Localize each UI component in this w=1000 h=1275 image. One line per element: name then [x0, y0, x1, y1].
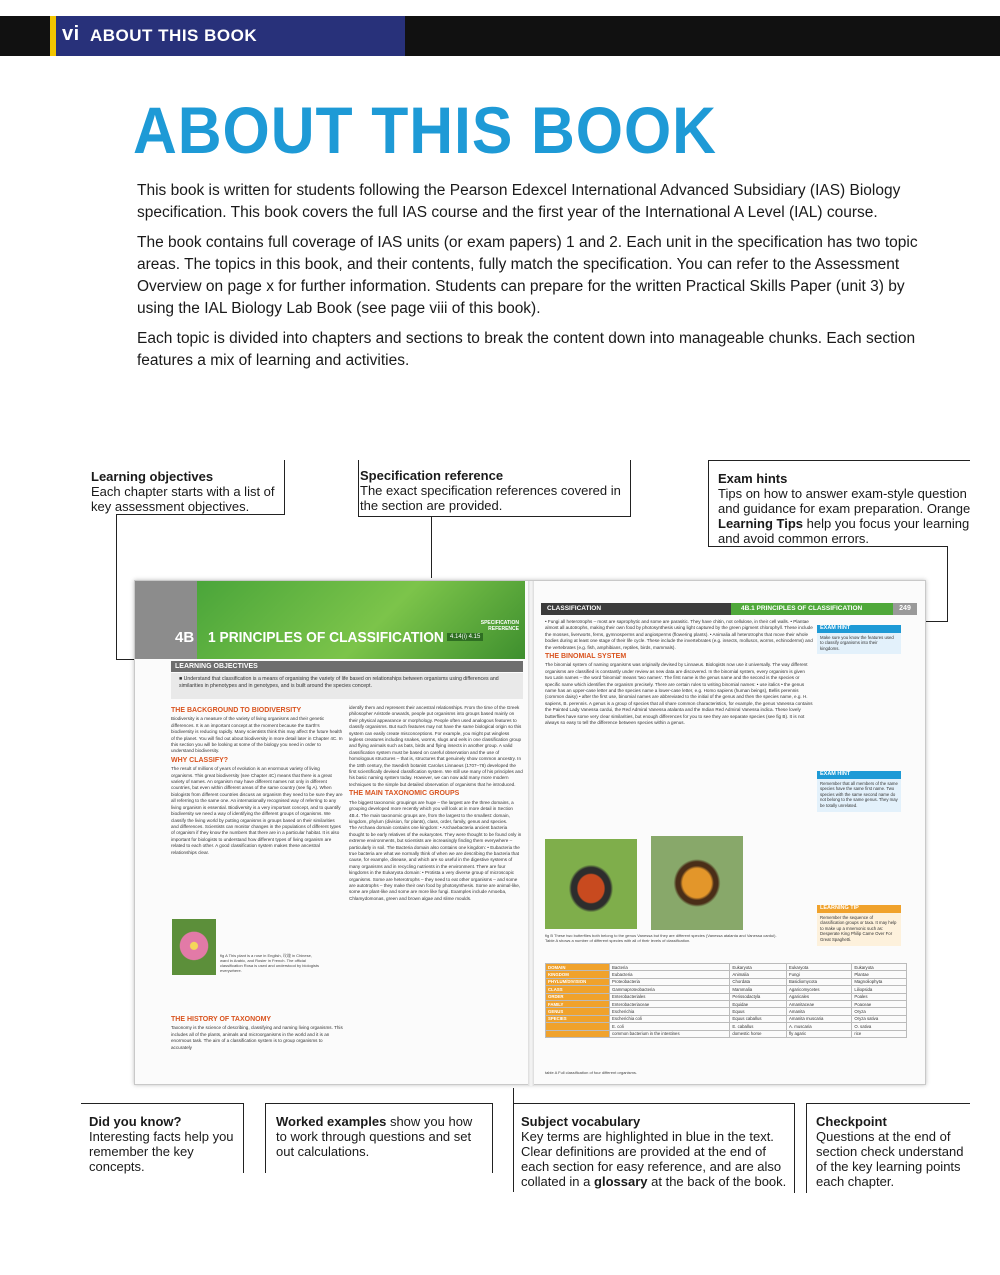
- exam-hint-text: Make sure you know the features used to classify organisms into their kingdoms.: [820, 634, 894, 651]
- rose-photo: [172, 919, 216, 975]
- table-cell: Plantae: [852, 971, 907, 978]
- table-rank-cell: FAMILY: [546, 1000, 610, 1007]
- table-cell: common bacterium in the intestines: [610, 1030, 730, 1037]
- table-cell: E. coli: [610, 1023, 730, 1030]
- callout-line: [431, 516, 432, 578]
- running-header-title: ABOUT THIS BOOK: [90, 26, 258, 45]
- section-title-bar: [731, 603, 893, 615]
- table-rank-cell: DOMAIN: [546, 964, 610, 971]
- section-heading: THE MAIN TAXONOMIC GROUPS: [349, 790, 460, 798]
- callout-line: [243, 1103, 244, 1173]
- chapter-grey-block: [135, 581, 205, 659]
- callout-line: [265, 1103, 266, 1173]
- table-caption: table A Full classification of four different organisms.: [545, 1070, 637, 1075]
- callout-body: Interesting facts help you remember the key concepts.: [89, 1129, 234, 1174]
- table-rank-cell: ORDER: [546, 993, 610, 1000]
- spec-ref-label: SPECIFICATION REFERENCE: [480, 620, 519, 632]
- butterfly-photo-red-admiral: [545, 839, 637, 929]
- table-cell: Agaricomycetes: [787, 986, 852, 993]
- table-cell: Magnoliophyta: [852, 978, 907, 985]
- spread-gutter: [528, 581, 534, 1086]
- callout-body: Questions at the end of section check understand of the key learning points each chapter.: [816, 1129, 964, 1189]
- table-cell: Basidiomycota: [787, 978, 852, 985]
- callout-bold-term: glossary: [594, 1174, 648, 1189]
- table-rank-cell: SPECIES: [546, 1015, 610, 1022]
- table-cell: Chordata: [730, 978, 787, 985]
- right-page-column: [545, 619, 813, 835]
- callout-did-you-know: [89, 1114, 239, 1174]
- learning-tip-text: Remember the sequence of classification groups or taxa. It may help to make up a mnemonic such as: Desperate King Philip Came Over For Great Spaghetti.: [820, 914, 897, 942]
- callout-body-text: help you focus your learning and avoid common errors.: [718, 516, 970, 546]
- callout-body-text: at the back of the book.: [651, 1174, 787, 1189]
- table-row: [546, 986, 907, 993]
- table-cell: Poaceae: [852, 1000, 907, 1007]
- chapter-number: 4B: [175, 629, 195, 646]
- intro-paragraph: This book is written for students following the Pearson Edexcel International Advanced Subsidiary (IAS) Biology specification. This book covers the full IAS course and the first year of the International A Level (IAL) course.: [137, 182, 901, 221]
- body-text: The biggest taxonomic groupings are huge – the largest are the three domains, a grouping developed more recently which you will look at in more detail in Section 4B.4. The main taxonomic groups are, from the largest to the smallest: domain, kingdom, phylum (division, for plants), class, order, family, genus and species.: [349, 799, 514, 824]
- page-title: ABOUT THIS BOOK: [133, 93, 717, 167]
- learning-objectives-heading: LEARNING OBJECTIVES: [171, 661, 523, 672]
- callout-title: Did you know?: [89, 1114, 182, 1129]
- callout-line: [708, 460, 709, 546]
- table-cell: Oryza: [852, 1008, 907, 1015]
- figure-caption: [545, 933, 807, 943]
- exam-hint-text: Remember that all members of the same species have the same first name. Two species with the same second name do not belong to the same genus. They may be totally unrelated.: [820, 780, 898, 808]
- body-text: • Fungi all heterotrophs – most are saprophytic and some are parasitic. They have chitin, not cellulose, in their cell walls. • Plantae almost all autotrophs, making their own food by photosynthesis using light captured by the green pigment chlorophyll. These include the mosses, liverworts, ferns, gymnosperms and angiosperms (flowering plants). • Animalia all heterotrophs that move their whole bodies during at least one stage of their life cycle. These include the invertebrates (e.g. insects, molluscs, worms, echinoderms) and the vertebrates (e.g. fish, amphibians, reptiles, birds, mammals).: [545, 619, 813, 650]
- callout-body: [718, 486, 976, 546]
- table-cell: domestic horse: [730, 1030, 787, 1037]
- table-row: [546, 1008, 907, 1015]
- table-cell: Amanitaceae: [787, 1000, 852, 1007]
- callout-line: [116, 514, 285, 515]
- callout-line: [806, 1103, 807, 1193]
- callout-title: Checkpoint: [816, 1114, 887, 1129]
- learning-tip-heading: LEARNING TIP: [817, 905, 901, 913]
- table-rank-cell: KINGDOM: [546, 971, 610, 978]
- callout-body: Each chapter starts with a list of key assessment objectives.: [91, 484, 275, 514]
- table-cell: Amanita: [787, 1008, 852, 1015]
- body-text: The Archaea domain contains one kingdom: • Archaebacteria ancient bacteria thought to be early relatives of the eukaryotes. They were thought to be found only in extreme environments, but scientists are increasingly finding them everywhere – particularly in soil. The Bacteria domain also contains one kingdom: • Eubacteria the true bacteria are what we normally think of when we are describing the bacteria that cause, for example, disease, and which are so useful in the digestive systems of many organisms and in recycling nutrients in the environment. There are four kingdoms in the Eukaryota domain: • Protista a very diverse group of microscopic organisms. Some are heterotrophs – they need to eat other organisms – and some are autotrophs – they make their own food by photosynthesis. Some are animal-like, some are plant-like and some are more like fungi. Examples include Amoeba, Chlamydomonas, green and brown algae and slime moulds.: [349, 825, 522, 901]
- callout-line: [630, 460, 631, 516]
- callout-title: Subject vocabulary: [521, 1114, 641, 1129]
- table-cell: Eukaryota: [852, 964, 907, 971]
- callout-line: [947, 546, 948, 622]
- table-cell: Equus: [730, 1008, 787, 1015]
- exam-hint-box: [817, 771, 901, 812]
- table-rank-cell: [546, 1030, 610, 1037]
- left-page-column-2: [349, 705, 523, 1081]
- table-row: [546, 971, 907, 978]
- table-cell: A. muscaria: [787, 1023, 852, 1030]
- body-text: identify them and represent their ancestral relationships. From the time of the Greek philosopher Aristotle onwards, people put organisms into groups based mainly on their physical appearance or morphology. People often used analogous features to classify organisms. But such features may not have the same biological origin so this system can easily create misconceptions. For example, you might put wingless legless creatures including snakes, worms, slugs and eels in one classification group and flying animals such as bats, birds and flying insects in another group. A valid classification system must be based on careful observation and the use of homologous structures – that is, structures that genuinely show common ancestry. In the 18th century, the Swedish botanist Carolus Linnaeus (1707–78) developed the first scientifically devised classification system. We still use many of his principles and his basic naming system today. However, we can now add many more modern techniques to the simple but detailed observation of organisms that he introduced.: [349, 705, 523, 787]
- table-cell: O. sativa: [852, 1023, 907, 1030]
- table-cell: Agaricales: [787, 993, 852, 1000]
- table-rank-cell: PHYLUM/DIVISION: [546, 978, 610, 985]
- table-cell: Eukaryota: [730, 964, 787, 971]
- callout-body-text: Key terms are highlighted in blue in the text. Clear definitions are provided at the end of each section for easy reference, and are also collated in a: [521, 1129, 782, 1189]
- callout-line: [513, 1103, 795, 1104]
- table-cell: Amanita muscaria: [787, 1015, 852, 1022]
- figure-caption: fig A This plant is a rose in English, 玫瑰 in Chinese, ward in Arabic, and Rosier in French. The official classification Rosa is used and understood by biologists everywhere.: [220, 953, 319, 973]
- callout-line: [265, 1103, 493, 1104]
- callout-learning-objectives: [91, 469, 281, 514]
- callout-body: show you how to work through questions and set out calculations.: [276, 1114, 473, 1159]
- figure-b-caption: fig B These two butterflies both belong to the genus Vanessa but they are different species (Vanessa atalanta and Vanessa cardui).: [545, 933, 777, 938]
- section-heading: THE BINOMIAL SYSTEM: [545, 653, 627, 661]
- table-rank-cell: [546, 1023, 610, 1030]
- learning-objectives-box: ■ Understand that classification is a means of organising the variety of life based on relationships between organisms using differences and similarities in phenotypes and in genotypes, and is built around the species concept.: [171, 673, 523, 699]
- callout-line: [284, 460, 285, 514]
- callout-line: [81, 1103, 244, 1104]
- learning-tip-box: [817, 905, 901, 946]
- book-spread-preview: [134, 580, 926, 1085]
- callout-title: Exam hints: [718, 471, 788, 486]
- table-cell: Eukaryota: [787, 964, 852, 971]
- table-cell: Oryza sativa: [852, 1015, 907, 1022]
- table-rank-cell: CLASS: [546, 986, 610, 993]
- section-header-bar: [541, 603, 917, 615]
- body-text: The result of millions of years of evolution is an enormous variety of living organisms. This great biodiversity (see Chapter 4C) means that there is a great variety of names. An organism may have different names not only in different countries, but even within different areas of the same country (see fig A). When biologists from different countries discuss an organism they need to be sure they are all referring to the same one. An internationally recognised way of referring to any living organism is essential. Biodiversity is a very important concept, and to quantify biodiversity we need a way of identifying the different groups of organisms. We classify the living world by putting organisms in groups based on their similarities and differences. Scientists can monitor changes in the populations of different types of organism if they know the numbers that there are in a particular habitat. It is also important for biologists to understand how different types of living organism are related to each other. A good classification system makes these ancestral relationships clear.: [171, 766, 343, 855]
- butterfly-photo-painted-lady: [651, 836, 743, 930]
- table-cell: Liliopsida: [852, 986, 907, 993]
- table-cell: Equidae: [730, 1000, 787, 1007]
- table-cell: Perissodactyla: [730, 993, 787, 1000]
- table-row: [546, 1030, 907, 1037]
- section-title: 4B.1 PRINCIPLES OF CLASSIFICATION: [741, 605, 863, 612]
- table-cell: fly agaric: [787, 1030, 852, 1037]
- callout-worked-examples: [276, 1114, 486, 1159]
- exam-hint-heading: EXAM HINT: [817, 625, 901, 633]
- table-row: [546, 978, 907, 985]
- table-cell: Bacteria: [610, 964, 730, 971]
- table-cell: Gammaproteobacteria: [610, 986, 730, 993]
- table-rank-cell: GENUS: [546, 1008, 610, 1015]
- exam-hint-box: [817, 625, 901, 654]
- body-text: Taxonomy is the science of describing, classifying and naming living organisms. This includes all of the plants, animals and microorganisms in the world and it is an enormous task. The aim of a classification system is to group organisms to accurately: [171, 1025, 343, 1050]
- table-cell: Escherichia: [610, 1008, 730, 1015]
- exam-hint-heading: EXAM HINT: [817, 771, 901, 779]
- callout-subject-vocabulary: [521, 1114, 789, 1189]
- section-heading: THE HISTORY OF TAXONOMY: [171, 1016, 272, 1023]
- left-page-column-1: [171, 705, 343, 915]
- table-cell: Proteobacteria: [610, 978, 730, 985]
- table-cell: Animalia: [730, 971, 787, 978]
- intro-paragraph: Each topic is divided into chapters and sections to break the content down into manageable chunks. Each section features a mix of learning and activities.: [137, 330, 916, 369]
- table-cell: Equus caballus: [730, 1015, 787, 1022]
- header-stripe: [50, 16, 56, 56]
- callout-line: [708, 546, 948, 547]
- table-cell: Enterobacteriaceae: [610, 1000, 730, 1007]
- table-intro-text: Table A shows a number of different species with all of their levels of classification.: [545, 938, 691, 943]
- section-heading: THE BACKGROUND TO BIODIVERSITY: [171, 707, 302, 714]
- callout-line: [116, 514, 117, 660]
- left-page-column-1-bottom: [171, 1014, 343, 1080]
- table-cell: Eubacteria: [610, 971, 730, 978]
- table-row: [546, 993, 907, 1000]
- callout-line: [358, 516, 631, 517]
- table-row: [546, 1023, 907, 1030]
- table-cell: rice: [852, 1030, 907, 1037]
- header-bar: [0, 16, 1000, 56]
- callout-bold-term: Learning Tips: [718, 516, 803, 531]
- callout-line: [806, 1103, 970, 1104]
- classification-table: [545, 963, 907, 1038]
- chapter-title: 1 PRINCIPLES OF CLASSIFICATION: [208, 629, 444, 646]
- spec-ref-numbers: 4.14(i) 4.15: [447, 633, 483, 641]
- callout-body-text: Tips on how to answer exam-style question and guidance for exam preparation. Orange: [718, 486, 971, 516]
- table-cell: E. caballus: [730, 1023, 787, 1030]
- table-cell: Fungi: [787, 971, 852, 978]
- callout-checkpoint: [816, 1114, 966, 1189]
- body-text: The binomial system of naming organisms was originally devised by Linnaeus. Biologists now use it universally. The way different organisms are classified is constantly under review as new data are discovered. In the binomial system, every organism is given two Latin names – the word 'binomial' means 'two names'. The first name is the genus name and the second is the species or specific name which identifies the organism precisely. There are certain rules to writing binomial names: • use italics • the genus name has an upper-case letter and the species name a lower-case letter, e.g. Homo sapiens (human beings), Bellis perennis (common daisy) • after the first use, binomial names are abbreviated to the initial of the genus and then the species name, e.g. H. sapiens, B. perennis. A genus is a group of species that all share common characteristics, for example, the genus Vanessa contains the Painted Lady Vanessa cardui, the Red Admiral Vanessa atalanta and the Indian Red Admiral Vanessa indica. These lovely butterflies have some very clear similarities, but enough differences for you to see they are separate species (see fig B). It is not always so easy to tell the difference between species within a genus.: [545, 662, 813, 726]
- body-text: Biodiversity is a measure of the variety of living organisms and their genetic differences. It is an important concept at the moment because the Earth's biodiversity is reducing rapidly. Many scientists think this may affect the future health of the planet. You will find out about biodiversity in more detail later in Chapter 4C. In this section you will be looking at some of the biology you need in order to understand biodiversity.: [171, 716, 343, 754]
- page-number: vi: [62, 23, 80, 45]
- callout-line: [492, 1103, 493, 1173]
- table-row: [546, 964, 907, 971]
- intro-text: [137, 180, 937, 380]
- intro-paragraph: The book contains full coverage of IAS units (or exam papers) 1 and 2. Each unit in the specification has two topic areas. The topics in this book, and their contents, fully match the specification. You can refer to the Assessment Overview on page x for further information. Students can prepare for the written Practical Skills Paper (unit 3) by using the IAL Biology Lab Book (see page viii of this book).: [137, 234, 918, 317]
- table-row: [546, 1015, 907, 1022]
- table-cell: Enterobacteriales: [610, 993, 730, 1000]
- callout-title: Specification reference: [360, 468, 504, 483]
- callout-line: [708, 460, 970, 461]
- callout-line: [358, 460, 359, 516]
- spread-page-number: 249: [893, 603, 917, 615]
- section-label: CLASSIFICATION: [547, 605, 602, 612]
- callout-body: The exact specification references covered in the section are provided.: [360, 483, 621, 513]
- section-heading: WHY CLASSIFY?: [171, 756, 229, 764]
- callout-specification-reference: [360, 468, 625, 513]
- table-row: [546, 1000, 907, 1007]
- table-cell: Poales: [852, 993, 907, 1000]
- callout-line: [794, 1103, 795, 1193]
- callout-body: [521, 1129, 789, 1189]
- callout-exam-hints: [718, 471, 976, 546]
- callout-title: Worked examples: [276, 1114, 387, 1129]
- callout-title: Learning objectives: [91, 469, 214, 484]
- table-cell: Escherichia coli: [610, 1015, 730, 1022]
- table-cell: Mammalia: [730, 986, 787, 993]
